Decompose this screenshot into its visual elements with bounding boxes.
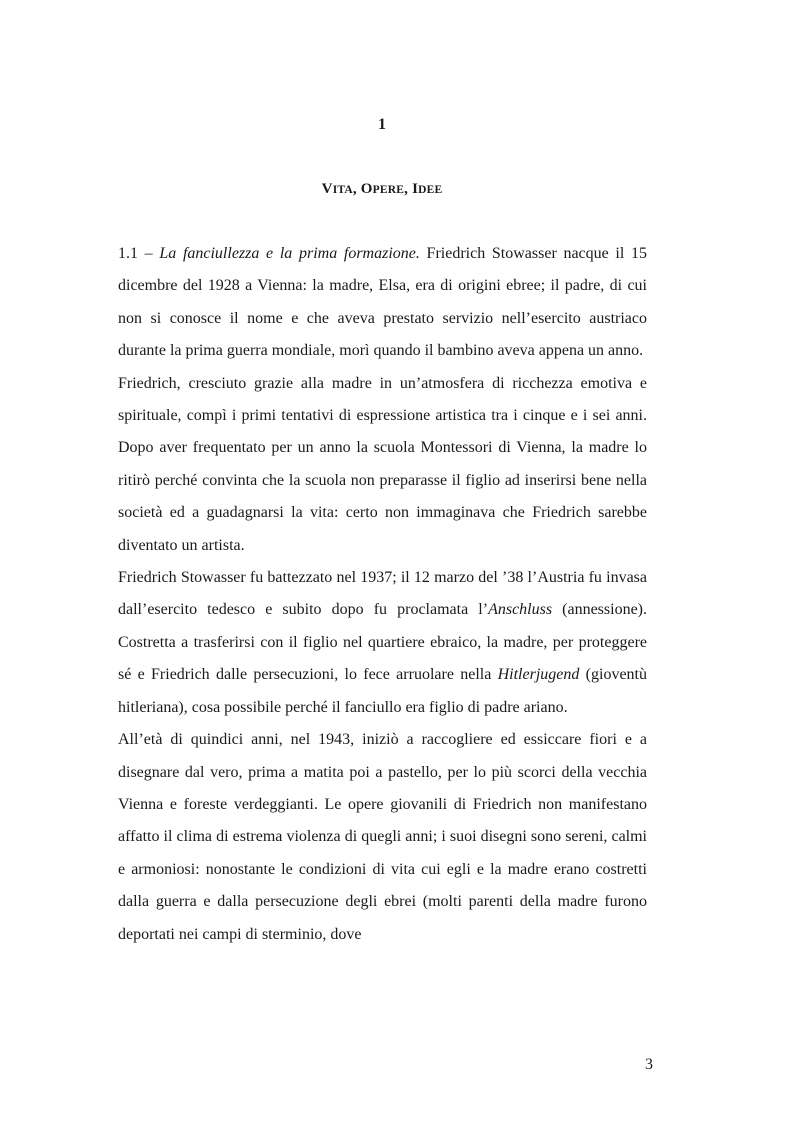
term-hitlerjugend: Hitlerjugend	[497, 666, 580, 684]
title-sep-1: ,	[352, 181, 361, 197]
title-word-1-cap: V	[321, 181, 333, 197]
title-sep-2: ,	[404, 181, 413, 197]
title-word-3-cap: I	[412, 181, 419, 197]
page-number: 3	[645, 1056, 653, 1073]
paragraph-2: Friedrich, cresciuto grazie alla madre in un’atmosfera di ricchezza emotiva e spirituale, compì i primi tentativi di espressione artistica tra i cinque e i sei anni. Dopo aver frequentato per un anno la scuola Montessori di Vienna, la madre lo ritirò perché convinta che la scuola non preparasse il figlio ad inserirsi bene nella società ed a guadagnarsi la vita: certo non immaginava che Friedrich sarebbe diventato un artista.	[118, 374, 647, 554]
term-anschluss: Anschluss	[488, 601, 553, 619]
chapter-number: 1	[378, 116, 386, 133]
paragraph-4: All’età di quindici anni, nel 1943, iniziò a raccogliere ed essiccare fiori e a disegnare dal vero, prima a matita poi a pastello, per lo più scorci della vecchia Vienna e foreste verdeggianti. Le opere giovanili di Friedrich non manifestano affatto il clima di estrema violenza di quegli anni; i suoi disegni sono sereni, calmi e armoniosi: nonostante le condizioni di vita cui egli e la madre erano costretti dalla guerra e dalla persecuzione degli ebrei (molti parenti della madre furono deportati nei campi di sterminio, dove	[118, 731, 647, 943]
title-word-1-rest: ITA	[332, 184, 353, 196]
body-text	[118, 238, 647, 951]
title-word-2-rest: PERE	[372, 184, 405, 196]
paragraph-3	[118, 562, 647, 724]
paragraph-3-text-b: (annessione). Costretta a trasferirsi con il figlio nel quartiere ebraico, la madre, per proteggere sé e Friedrich dalle persecuzioni, lo fece arruolare nella	[118, 601, 648, 684]
chapter-title	[0, 181, 764, 198]
section-number: 1.1 –	[118, 245, 160, 262]
paragraph-1-text: Friedrich Stowasser nacque il 15 dicembre del 1928 a Vienna: la madre, Elsa, era di origini ebree; il padre, di cui non si conosce il nome e che aveva prestato servizio nell’esercito austriaco durante la prima guerra mondiale, morì quando il bambino aveva appena un anno.	[118, 245, 647, 360]
section-title: La fanciullezza e la prima formazione.	[159, 245, 420, 262]
title-word-2-cap: O	[360, 181, 373, 197]
paragraph-1	[118, 238, 647, 368]
paragraph-3-text-c: (gioventù hitleriana), cosa possibile perché il fanciullo era figlio di padre ariano.	[118, 666, 647, 716]
title-word-3-rest: DEE	[418, 184, 443, 196]
paragraph-3-text-a: Friedrich Stowasser fu battezzato nel 1937; il 12 marzo del ’38 l’Austria fu invasa dall’esercito tedesco e subito dopo fu proclamata l’	[118, 569, 647, 619]
